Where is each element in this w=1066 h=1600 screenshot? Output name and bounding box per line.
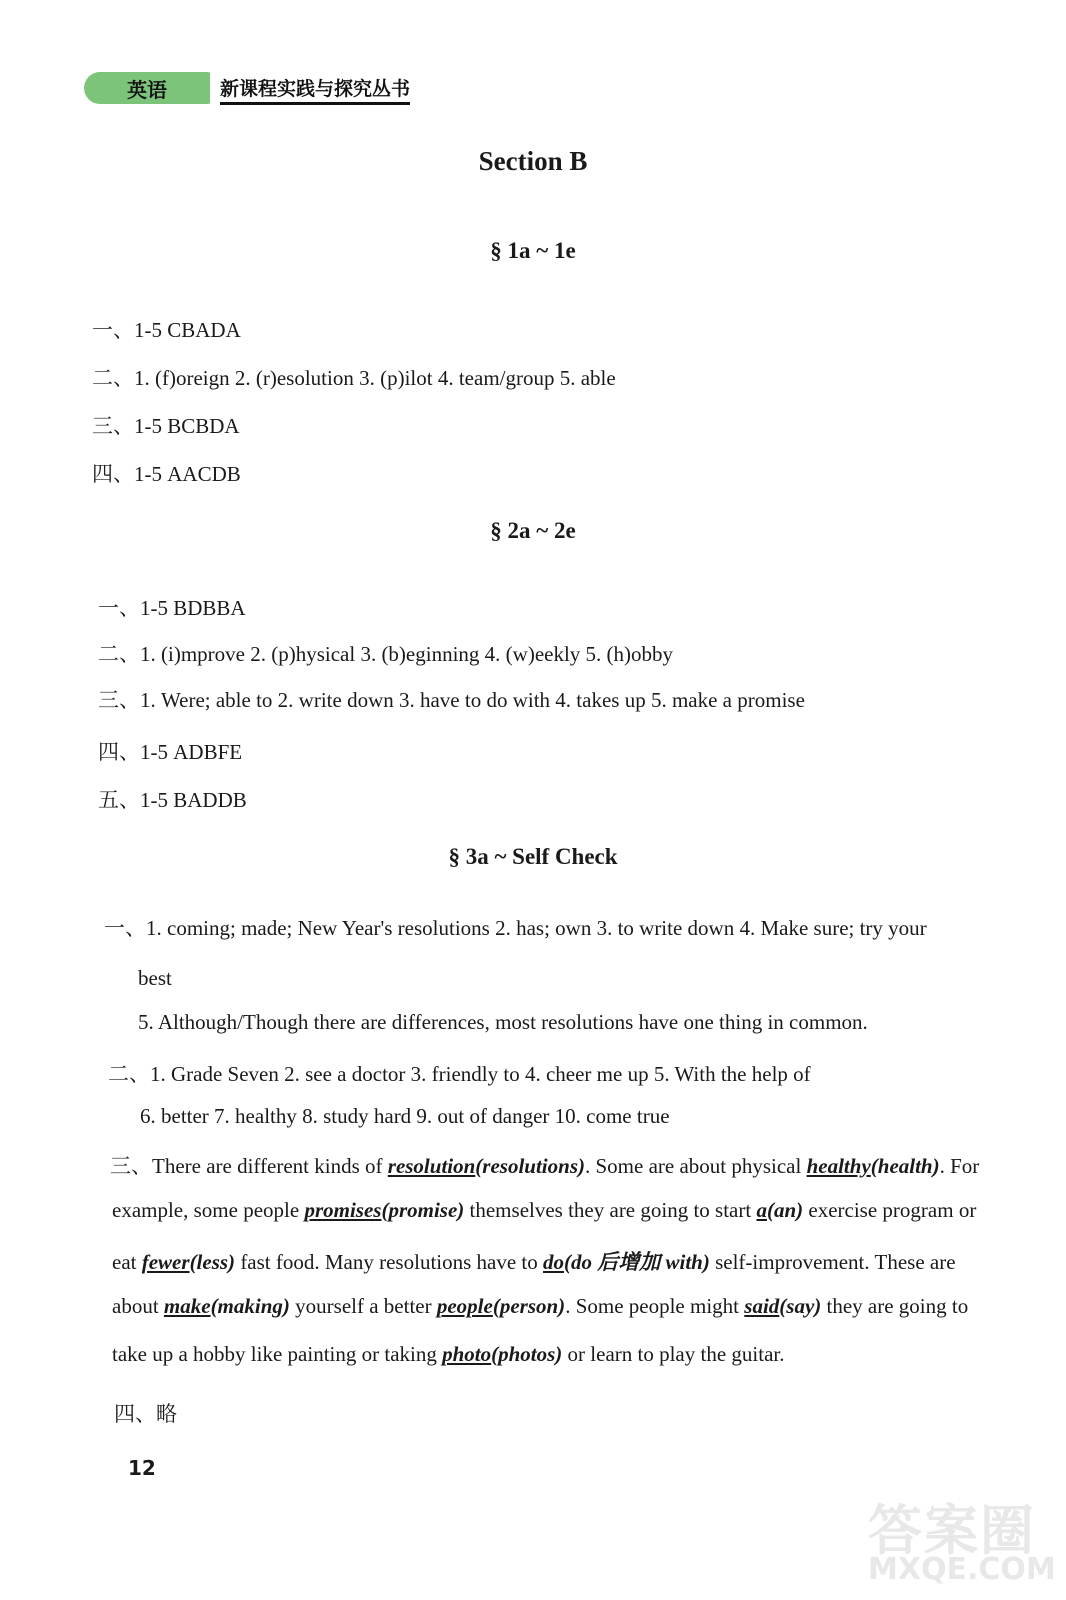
- correction: (do 后增加 with): [564, 1250, 710, 1274]
- answer-line: 6. better 7. healthy 8. study hard 9. out of danger 10. come true: [140, 1104, 670, 1128]
- part-title-3a-self-check: § 3a ~ Self Check: [448, 844, 618, 869]
- section-title: Section B: [478, 146, 588, 176]
- part-title-1a-1e: § 1a ~ 1e: [490, 238, 576, 263]
- passage-line: [112, 1294, 968, 1319]
- passage-line: [112, 1198, 976, 1223]
- answer-word: promises: [304, 1198, 382, 1222]
- watermark-site: MXQE.COM: [868, 1552, 1056, 1587]
- passage-text: fast food. Many resolutions have to: [235, 1250, 544, 1274]
- answer-word: healthy: [806, 1154, 871, 1178]
- answer-line: 四、1-5 AACDB: [92, 462, 241, 486]
- passage-line: [110, 1150, 979, 1180]
- answer-line: 三、1-5 BCBDA: [92, 414, 240, 438]
- passage-text: they are going to: [821, 1294, 969, 1318]
- answer-word: fewer: [141, 1250, 190, 1274]
- passage-text: yourself a better: [289, 1294, 437, 1318]
- watermark-logo: 答案圈: [868, 1499, 1036, 1562]
- passage-text: . Some people might: [565, 1294, 745, 1318]
- passage-text: example, some people: [112, 1198, 305, 1222]
- answer-word: said: [744, 1294, 780, 1318]
- answer-word: resolution: [387, 1154, 476, 1178]
- answer-line: 五、1-5 BADDB: [98, 788, 247, 812]
- correction: (promise): [381, 1198, 465, 1222]
- answer-line: 四、1-5 ADBFE: [98, 740, 243, 764]
- correction: (person): [492, 1294, 566, 1318]
- passage-text: exercise program or: [803, 1198, 977, 1222]
- answer-line: 三、1. Were; able to 2. write down 3. have to do with 4. takes up 5. make a promise: [98, 688, 805, 712]
- answer-line: 二、1. (i)mprove 2. (p)hysical 3. (b)eginning 4. (w)eekly 5. (h)obby: [98, 642, 674, 666]
- correction: (making): [210, 1294, 290, 1318]
- answer-line: best: [138, 966, 172, 990]
- passage-line: [112, 1246, 956, 1276]
- passage-text: about: [112, 1294, 164, 1318]
- passage-text: themselves they are going to start: [464, 1198, 757, 1222]
- part-title-2a-2e: § 2a ~ 2e: [490, 518, 576, 543]
- correction: (less): [189, 1250, 236, 1274]
- subject-tab: 英语: [84, 72, 210, 104]
- passage-line: [112, 1342, 784, 1367]
- answer-line: 一、1-5 CBADA: [92, 318, 241, 342]
- correction: (an): [766, 1198, 804, 1222]
- answer-word: photo: [442, 1342, 492, 1366]
- watermark: [868, 1488, 1054, 1594]
- answer-word: a: [756, 1198, 767, 1222]
- passage-text: . Some are about physical: [584, 1154, 807, 1178]
- answer-line: 二、1. Grade Seven 2. see a doctor 3. friendly to 4. cheer me up 5. With the help of: [108, 1062, 811, 1086]
- correction: (resolutions): [475, 1154, 585, 1178]
- answer-word: make: [163, 1294, 211, 1318]
- passage-text: 三、There are different kinds of: [110, 1154, 388, 1178]
- answer-line: 5. Although/Though there are differences, most resolutions have one thing in common.: [138, 1010, 868, 1034]
- answer-line: 一、1-5 BDBBA: [98, 596, 246, 620]
- answer-word: do: [543, 1250, 565, 1274]
- passage-text: or learn to play the guitar.: [562, 1342, 785, 1366]
- answer-line: 四、略: [114, 1402, 177, 1426]
- correction: (say): [779, 1294, 822, 1318]
- page-number: 12: [128, 1456, 156, 1480]
- passage-text: eat: [112, 1250, 142, 1274]
- series-title: 新课程实践与探究丛书: [220, 74, 410, 105]
- answer-word: people: [436, 1294, 493, 1318]
- passage-text: take up a hobby like painting or taking: [112, 1342, 443, 1366]
- correction: (photos): [491, 1342, 563, 1366]
- answer-line: 一、1. coming; made; New Year's resolutions 2. has; own 3. to write down 4. Make sure; try your: [104, 916, 927, 940]
- passage-text: . For: [939, 1154, 980, 1178]
- answer-line: 二、1. (f)oreign 2. (r)esolution 3. (p)ilot 4. team/group 5. able: [92, 366, 616, 390]
- passage-text: self-improvement. These are: [709, 1250, 956, 1274]
- correction: (health): [870, 1154, 940, 1178]
